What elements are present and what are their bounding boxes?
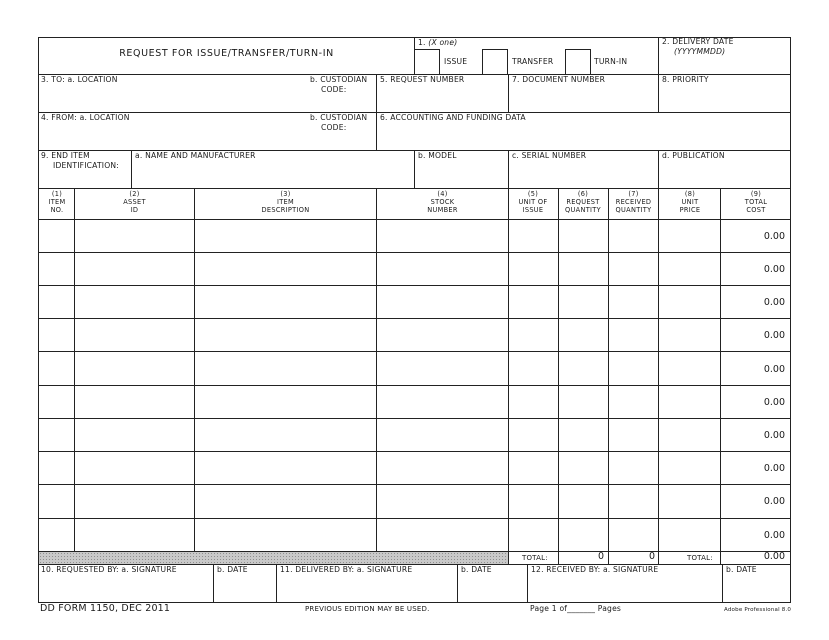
total-cost-cell: 0.00 [763,397,785,408]
total-cost-cell: 0.00 [763,231,785,242]
delivery-date-field[interactable] [659,58,790,74]
table-row[interactable] [39,452,791,484]
table-row[interactable] [39,319,791,351]
transfer-label: TRANSFER [512,57,554,66]
received-by-signature[interactable] [528,576,721,602]
total-cost-cell: 0.00 [763,430,785,441]
issue-checkbox[interactable] [414,49,440,75]
delivered-date-label: b. DATE [461,565,492,574]
table-row[interactable] [39,485,791,518]
form-id: DD FORM 1150, DEC 2011 [40,603,171,614]
col-header-total-cost: (9) TOTAL COST [744,190,768,214]
to-location-field[interactable] [39,86,307,110]
name-manufacturer-field[interactable] [132,162,413,187]
accounting-label: 6. ACCOUNTING AND FUNDING DATA [380,113,526,122]
document-number-field[interactable] [509,86,657,110]
end-item-label: 9. END ITEM [41,151,90,160]
requested-date-field[interactable] [214,576,275,602]
request-number-field[interactable] [377,86,507,110]
col-header-unit-of-issue: (5) UNIT OF ISSUE [518,190,548,214]
adobe-version: Adobe Professional 8.0 [724,607,792,613]
issue-label: ISSUE [444,57,468,66]
page-count: Page 1 of_______ Pages [530,604,622,613]
model-label: b. MODEL [418,151,457,160]
serial-number-field[interactable] [509,162,657,187]
total-cost-cell: 0.00 [763,330,785,341]
serial-number-label: c. SERIAL NUMBER [512,151,587,160]
model-field[interactable] [415,162,507,187]
publication-field[interactable] [659,162,790,187]
totals-label-2: TOTAL: [687,554,713,562]
turn-in-label: TURN-IN [594,57,628,66]
accounting-field[interactable] [377,124,790,149]
end-item-label-2: IDENTIFICATION: [53,161,120,170]
document-number-label: 7. DOCUMENT NUMBER [512,75,606,84]
total-received-quantity: 0 [648,551,655,562]
totals-label: TOTAL: [522,554,548,562]
table-row[interactable] [39,419,791,451]
to-location-label: 3. TO: a. LOCATION [41,75,118,84]
received-date-label: b. DATE [726,565,757,574]
delivered-by-signature[interactable] [277,576,456,602]
total-cost-cell: 0.00 [763,530,785,541]
from-location-label: 4. FROM: a. LOCATION [41,113,130,122]
col-header-request-quantity: (6) REQUEST QUANTITY [565,190,601,214]
priority-field[interactable] [659,86,790,110]
col-header-unit-price: (8) UNIT PRICE [679,190,701,214]
to-custodian-field[interactable] [348,84,376,98]
to-custodian-code-label: CODE: [321,85,347,94]
received-by-label: 12. RECEIVED BY: a. SIGNATURE [531,565,659,574]
col-header-stock-number: (4) STOCK NUMBER [427,190,458,214]
totals-shaded-area [39,552,508,564]
total-cost-cell: 0.00 [763,364,785,375]
total-cost-cell: 0.00 [763,264,785,275]
col-header-item-no: (1) ITEM NO. [48,190,66,214]
transfer-checkbox[interactable] [482,49,508,75]
requested-by-signature[interactable] [39,576,213,602]
priority-label: 8. PRIORITY [662,75,709,84]
name-manufacturer-label: a. NAME AND MANUFACTURER [135,151,256,160]
request-number-label: 5. REQUEST NUMBER [380,75,465,84]
received-date-field[interactable] [723,576,790,602]
from-custodian-code-label: CODE: [321,123,347,132]
type-label: 1. (X one) [418,38,458,47]
total-cost-cell: 0.00 [763,463,785,474]
grand-total-cost: 0.00 [763,551,785,562]
requested-by-label: 10. REQUESTED BY: a. SIGNATURE [41,565,177,574]
requested-date-label: b. DATE [217,565,248,574]
table-row[interactable] [39,220,791,252]
table-row[interactable] [39,386,791,418]
table-row[interactable] [39,519,791,551]
total-cost-cell: 0.00 [763,496,785,507]
delivery-date-label: 2. DELIVERY DATE [662,37,734,46]
from-location-field[interactable] [39,124,307,148]
publication-label: d. PUBLICATION [662,151,725,160]
total-cost-cell: 0.00 [763,297,785,308]
col-header-asset-id: (2) ASSET ID [123,190,146,214]
col-header-received-quantity: (7) RECEIVED QUANTITY [615,190,652,214]
from-custodian-label: b. CUSTODIAN [310,113,368,122]
delivery-date-hint: (YYYYMMDD) [674,47,726,56]
turn-in-checkbox[interactable] [565,49,591,75]
table-row[interactable] [39,253,791,285]
delivered-by-label: 11. DELIVERED BY: a. SIGNATURE [280,565,413,574]
total-request-quantity: 0 [597,551,604,562]
form-title: REQUEST FOR ISSUE/TRANSFER/TURN-IN [119,48,334,59]
table-row[interactable] [39,286,791,318]
col-header-item-description: (3) ITEM DESCRIPTION [261,190,310,214]
from-custodian-field[interactable] [348,122,376,136]
table-row[interactable] [39,352,791,385]
to-custodian-label: b. CUSTODIAN [310,75,368,84]
delivered-date-field[interactable] [458,576,526,602]
previous-edition-note: PREVIOUS EDITION MAY BE USED. [305,605,430,613]
